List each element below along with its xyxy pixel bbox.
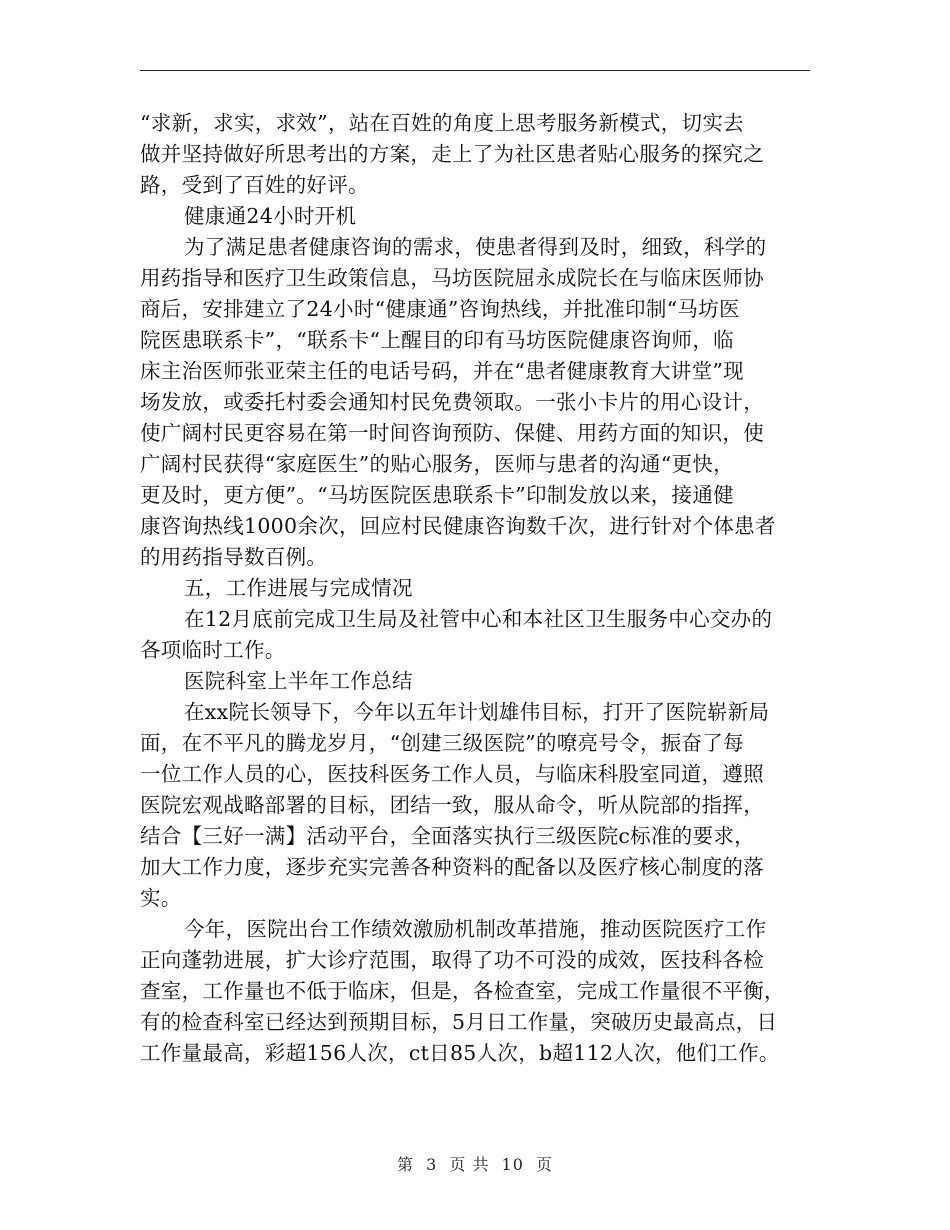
text-line: 做并坚持做好所思考出的方案，走上了为社区患者贴心服务的探究之 — [140, 142, 764, 166]
text-line: 康咨询热线1000余次，回应村民健康咨询数千次，进行针对个体患者 — [140, 514, 776, 538]
text-line: 场发放，或委托村委会通知村民免费领取。一张小卡片的用心设计， — [140, 390, 764, 414]
text-line: 使广阔村民更容易在第一时间咨询预防、保健、用药方面的知识，使 — [140, 421, 764, 445]
text-line: 查室，工作量也不低于临床，但是，各检查室，完成工作量很不平衡， — [140, 979, 785, 1003]
text-line: 一位工作人员的心，医技科医务工作人员，与临床科股室同道，遵照 — [140, 762, 764, 786]
footer-middle: 页 共 — [449, 1155, 490, 1174]
text-line: 各项临时工作。 — [140, 638, 286, 662]
text-line: 健康通24小时开机 — [184, 204, 357, 228]
text-line: 床主治医师张亚荣主任的电话号码，并在“患者健康教育大讲堂”现 — [140, 359, 744, 383]
text-line: 医院科室上半年工作总结 — [184, 669, 413, 693]
footer-suffix: 页 — [536, 1155, 554, 1174]
text-line: 正向蓬勃进展，扩大诊疗范围，取得了功不可没的成效，医技科各检 — [140, 948, 764, 972]
text-line: 路，受到了百姓的好评。 — [140, 173, 369, 197]
footer-prefix: 第 — [396, 1155, 414, 1174]
text-line: “求新，求实，求效”，站在百姓的角度上思考服务新模式，切实去 — [140, 111, 744, 135]
text-line: 广阔村民获得“家庭医生”的贴心服务，医师与患者的沟通“更快， — [140, 452, 734, 476]
text-line: 五，工作进展与完成情况 — [184, 576, 413, 600]
footer-total-pages: 10 — [501, 1155, 524, 1174]
text-line: 商后，安排建立了24小时“健康通”咨询热线，并批准印制“马坊医 — [140, 297, 740, 321]
text-line: 院医患联系卡”，“联系卡“上醒目的印有马坊医院健康咨询师，临 — [140, 328, 734, 352]
footer-page-number: 3 — [426, 1155, 438, 1174]
text-line: 更及时，更方便”。“马坊医院医患联系卡”印制发放以来，接通健 — [140, 483, 734, 507]
text-line: 在xx院长领导下，今年以五年计划雄伟目标，打开了医院崭新局 — [184, 700, 770, 724]
page-footer — [0, 1152, 950, 1175]
text-line: 工作量最高，彩超156人次，ct日85人次，b超112人次，他们工作。 — [140, 1041, 780, 1065]
header-rule — [140, 70, 810, 71]
text-line: 面，在不平凡的腾龙岁月，“创建三级医院”的嘹亮号令，振奋了每 — [140, 731, 744, 755]
text-line: 的用药指导数百例。 — [140, 545, 328, 569]
text-line: 今年，医院出台工作绩效激励机制改革措施，推动医院医疗工作 — [184, 917, 767, 941]
text-line: 有的检查科室已经达到预期目标，5月日工作量，突破历史最高点，日 — [140, 1010, 778, 1034]
text-line: 实。 — [140, 886, 182, 910]
text-line: 用药指导和医疗卫生政策信息，马坊医院屈永成院长在与临床医师协 — [140, 266, 764, 290]
text-line: 在12月底前完成卫生局及社管中心和本社区卫生服务中心交办的 — [184, 607, 773, 631]
text-line: 医院宏观战略部署的目标，团结一致，服从命令，听从院部的指挥， — [140, 793, 764, 817]
text-line: 加大工作力度，逐步充实完善各种资料的配备以及医疗核心制度的落 — [140, 855, 764, 879]
text-line: 结合【三好一满】活动平台，全面落实执行三级医院c标准的要求， — [140, 824, 755, 848]
document-body — [140, 108, 812, 1069]
text-line: 为了满足患者健康咨询的需求，使患者得到及时，细致，科学的 — [184, 235, 767, 259]
